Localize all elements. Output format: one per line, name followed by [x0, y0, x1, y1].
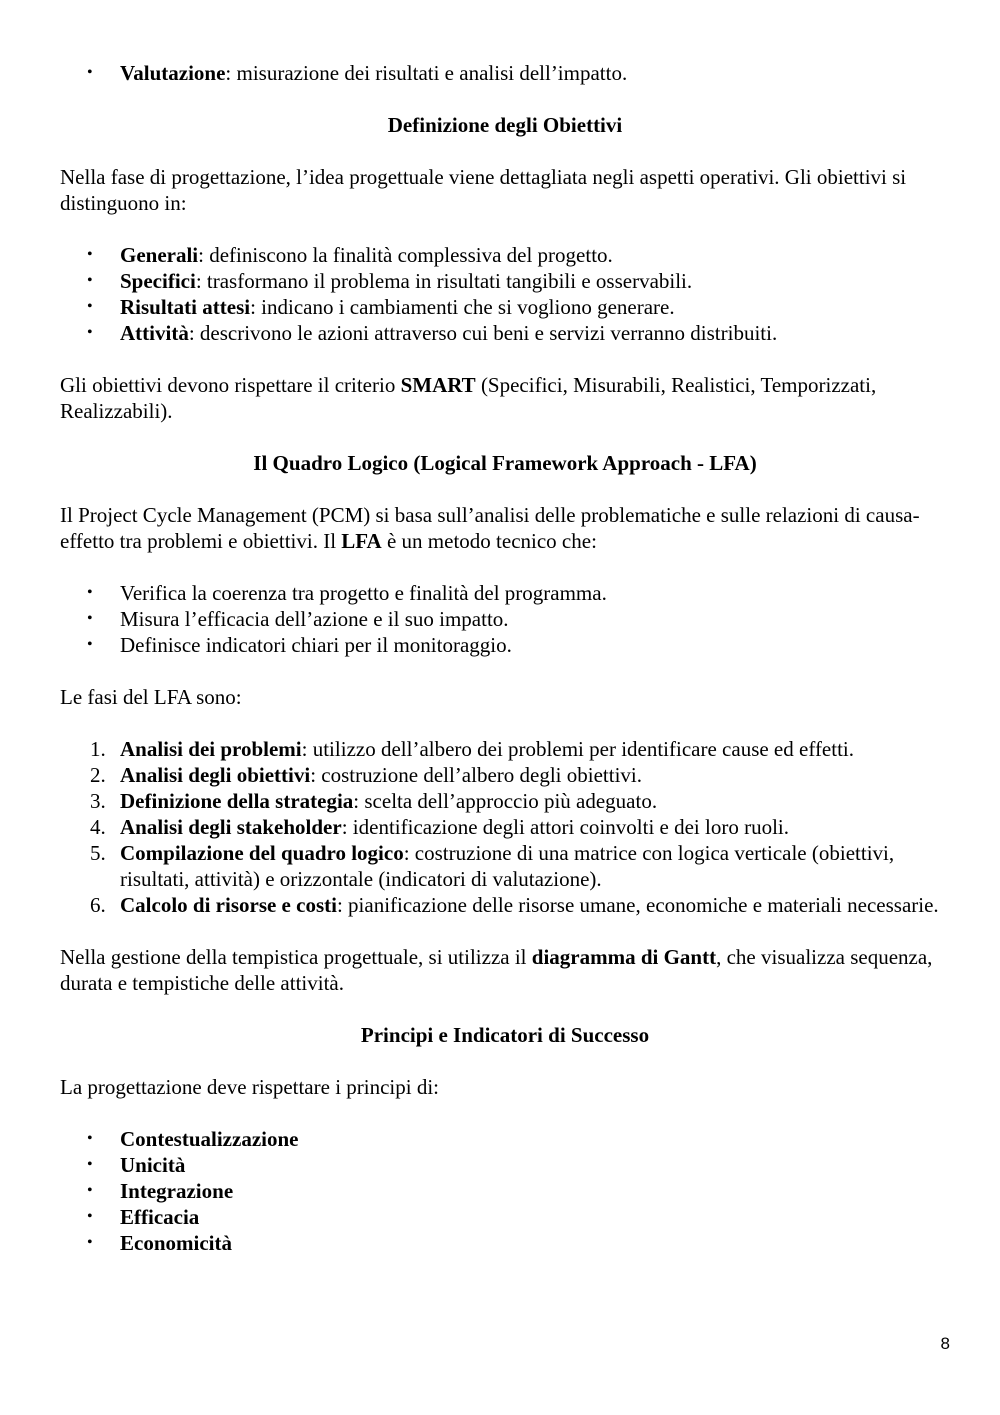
item-term: Efficacia: [120, 1205, 200, 1229]
paragraph-obiettivi-intro: Nella fase di progettazione, l’idea progettuale viene dettagliata negli aspetti operativi. Gli obiettivi si distinguono in:: [60, 165, 907, 215]
item-text: : pianificazione delle risorse umane, economiche e materiali necessarie.: [336, 893, 939, 917]
item-term: Compilazione del quadro logico: [120, 841, 404, 865]
item-text: : definiscono la finalità complessiva del progetto.: [198, 243, 613, 267]
item-term: Definizione della strategia: [120, 789, 354, 813]
top-bullet-list: [60, 60, 950, 86]
item-text: : costruzione dell’albero degli obiettivi.: [310, 763, 643, 787]
item-number: 3.: [90, 789, 106, 813]
numbered-item: [60, 788, 950, 814]
item-text: : costruzione di una matrice con logica verticale (obiettivi, risultati, attività) e orizzontale (indicatori di valutazione).: [120, 841, 895, 891]
item-term: Analisi degli obiettivi: [120, 763, 311, 787]
paragraph-phases-intro: Le fasi del LFA sono:: [60, 685, 242, 709]
item-number: 1.: [90, 737, 106, 761]
objectives-list: [60, 242, 950, 346]
pcm-text-post: è un metodo tecnico che:: [381, 529, 597, 553]
numbered-item: [60, 814, 950, 840]
item-text: : utilizzo dell’albero dei problemi per identificare cause ed effetti.: [301, 737, 855, 761]
paragraph-gantt: [60, 944, 950, 996]
paragraph-principi-intro: La progettazione deve rispettare i principi di:: [60, 1075, 440, 1099]
item-text: : indicano i cambiamenti che si vogliono generare.: [250, 295, 675, 319]
principles-list: [60, 1126, 950, 1256]
list-item: [60, 320, 950, 346]
list-item: • Misura l’efficacia dell’azione e il suo impatto.: [60, 606, 950, 632]
item-term: Analisi degli stakeholder: [120, 815, 342, 839]
item-term: Economicità: [120, 1231, 232, 1255]
page-number: 8: [940, 1334, 950, 1353]
list-item: • Verifica la coerenza tra progetto e finalità del programma.: [60, 580, 950, 606]
item-number: 5.: [90, 841, 106, 865]
item-text: : trasformano il problema in risultati tangibili e osservabili.: [195, 269, 693, 293]
list-item: [60, 1204, 950, 1230]
item-number: 2.: [90, 763, 106, 787]
section-heading-quadro-logico: Il Quadro Logico (Logical Framework Approach - LFA): [253, 451, 757, 475]
list-item: • Definisce indicatori chiari per il monitoraggio.: [60, 632, 950, 658]
numbered-item: [60, 736, 950, 762]
list-item: [60, 242, 950, 268]
item-text: : scelta dell’approccio più adeguato.: [353, 789, 658, 813]
item-text: : identificazione degli attori coinvolti e dei loro ruoli.: [341, 815, 789, 839]
item-term: Integrazione: [120, 1179, 234, 1203]
lfa-purpose-list: [60, 580, 950, 658]
item-term: Contestualizzazione: [120, 1127, 299, 1151]
lfa-phases-list: [60, 736, 950, 918]
item-term: Valutazione: [120, 61, 226, 85]
paragraph-pcm: [60, 502, 950, 554]
smart-term: SMART: [400, 373, 476, 397]
list-item: [60, 60, 950, 86]
section-heading-principi: Principi e Indicatori di Successo: [360, 1023, 650, 1047]
document-page: [60, 60, 950, 1256]
section-heading-obiettivi: Definizione degli Obiettivi: [387, 113, 623, 137]
numbered-item: [60, 892, 950, 918]
list-item: [60, 294, 950, 320]
item-term: Unicità: [120, 1153, 186, 1177]
item-term: Generali: [120, 243, 199, 267]
gantt-text-pre: Nella gestione della tempistica progettuale, si utilizza il: [60, 945, 532, 969]
item-term: Specifici: [120, 269, 196, 293]
list-item: [60, 1178, 950, 1204]
numbered-item: [60, 762, 950, 788]
gantt-term: diagramma di Gantt: [531, 945, 717, 969]
item-text: : descrivono le azioni attraverso cui beni e servizi verranno distribuiti.: [188, 321, 778, 345]
item-term: Attività: [120, 321, 189, 345]
list-item: [60, 268, 950, 294]
numbered-item: [60, 840, 950, 892]
list-item: [60, 1230, 950, 1256]
item-term: Risultati attesi: [120, 295, 251, 319]
paragraph-smart: [60, 372, 950, 424]
item-term: Analisi dei problemi: [120, 737, 302, 761]
item-number: 4.: [90, 815, 106, 839]
smart-text-pre: Gli obiettivi devono rispettare il criterio: [60, 373, 401, 397]
list-item: [60, 1126, 950, 1152]
pcm-text-pre: Il Project Cycle Management (PCM) si basa sull’analisi delle problematiche e sulle relazioni di causa-effetto tra problemi e obiettivi. Il: [60, 503, 920, 553]
smart-text-post: (Specifici, Misurabili, Realistici, Temporizzati, Realizzabili).: [60, 373, 877, 423]
item-number: 6.: [90, 893, 106, 917]
item-term: Calcolo di risorse e costi: [120, 893, 337, 917]
list-item: [60, 1152, 950, 1178]
lfa-term: LFA: [341, 529, 382, 553]
item-text: : misurazione dei risultati e analisi dell’impatto.: [225, 61, 628, 85]
gantt-text-post: , che visualizza sequenza, durata e tempistiche delle attività.: [60, 945, 933, 995]
